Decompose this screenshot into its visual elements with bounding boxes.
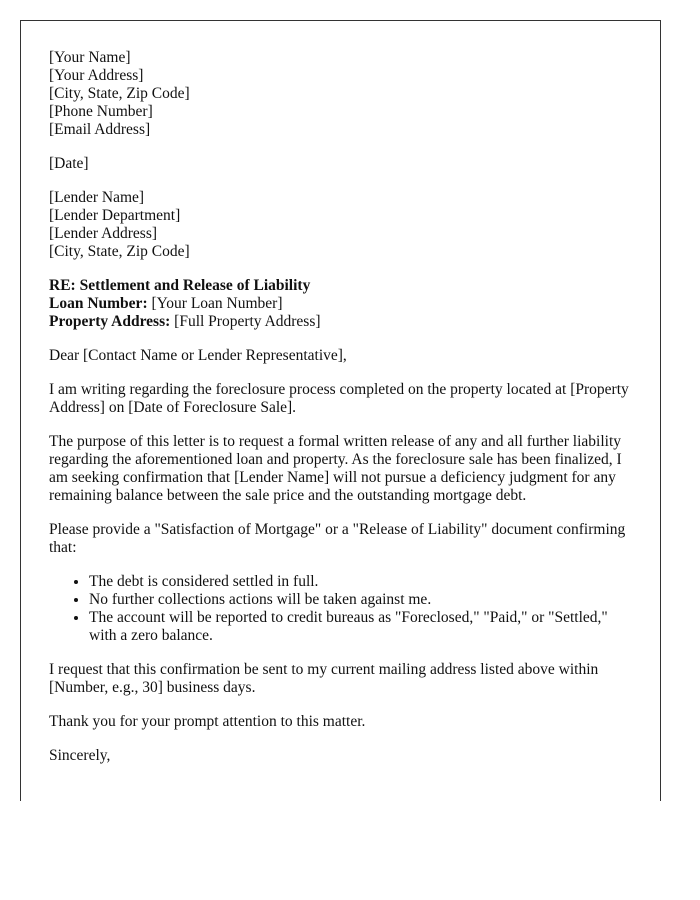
- signoff: Sincerely,: [49, 747, 111, 764]
- sender-name: [Your Name]: [49, 49, 131, 66]
- conditions-list: [49, 573, 629, 645]
- letter-page: [20, 20, 661, 801]
- paragraph-thanks: Thank you for your prompt attention to this matter.: [49, 713, 366, 730]
- sender-email: [Email Address]: [49, 121, 151, 138]
- paragraph-request: Please provide a "Satisfaction of Mortgage" or a "Release of Liability" document confirming that:: [49, 521, 626, 556]
- property-address-label: Property Address:: [49, 313, 171, 330]
- lender-city: [City, State, Zip Code]: [49, 243, 190, 260]
- sender-phone: [Phone Number]: [49, 103, 153, 120]
- sender-city: [City, State, Zip Code]: [49, 85, 190, 102]
- loan-number-label: Loan Number:: [49, 295, 148, 312]
- letter-content: [49, 49, 629, 765]
- list-item: • No further collections actions will be taken against me.: [89, 591, 629, 609]
- paragraph-intro: I am writing regarding the foreclosure process completed on the property located at [Property Address] on [Date of Foreclosure Sale].: [49, 381, 629, 416]
- paragraph-deadline: I request that this confirmation be sent to my current mailing address listed above within [Number, e.g., 30] business days.: [49, 661, 599, 696]
- lender-name: [Lender Name]: [49, 189, 145, 206]
- loan-number-value: [Your Loan Number]: [147, 295, 283, 312]
- sender-address: [Your Address]: [49, 67, 144, 84]
- lender-department: [Lender Department]: [49, 207, 181, 224]
- sender-block: [49, 49, 629, 139]
- property-address-value: [Full Property Address]: [170, 313, 321, 330]
- property-address: [49, 313, 629, 331]
- subject-line: RE: Settlement and Release of Liability: [49, 277, 311, 294]
- loan-number: [49, 295, 629, 313]
- paragraph-purpose: The purpose of this letter is to request a formal written release of any and all further liability regarding the aforementioned loan and property. As the foreclosure sale has been finalized, I am seeking confirmation that [Lender Name] will not pursue a deficiency judgment for any remaining balance between the sale price and the outstanding mortgage debt.: [49, 433, 622, 504]
- subject-block: [49, 277, 629, 331]
- recipient-block: [49, 189, 629, 261]
- list-item: • The debt is considered settled in full.: [89, 573, 629, 591]
- letter-date: [Date]: [49, 155, 89, 172]
- lender-address: [Lender Address]: [49, 225, 158, 242]
- salutation: Dear [Contact Name or Lender Representative],: [49, 347, 347, 364]
- list-item: • The account will be reported to credit bureaus as "Foreclosed," "Paid," or "Settled," with a zero balance.: [89, 609, 629, 645]
